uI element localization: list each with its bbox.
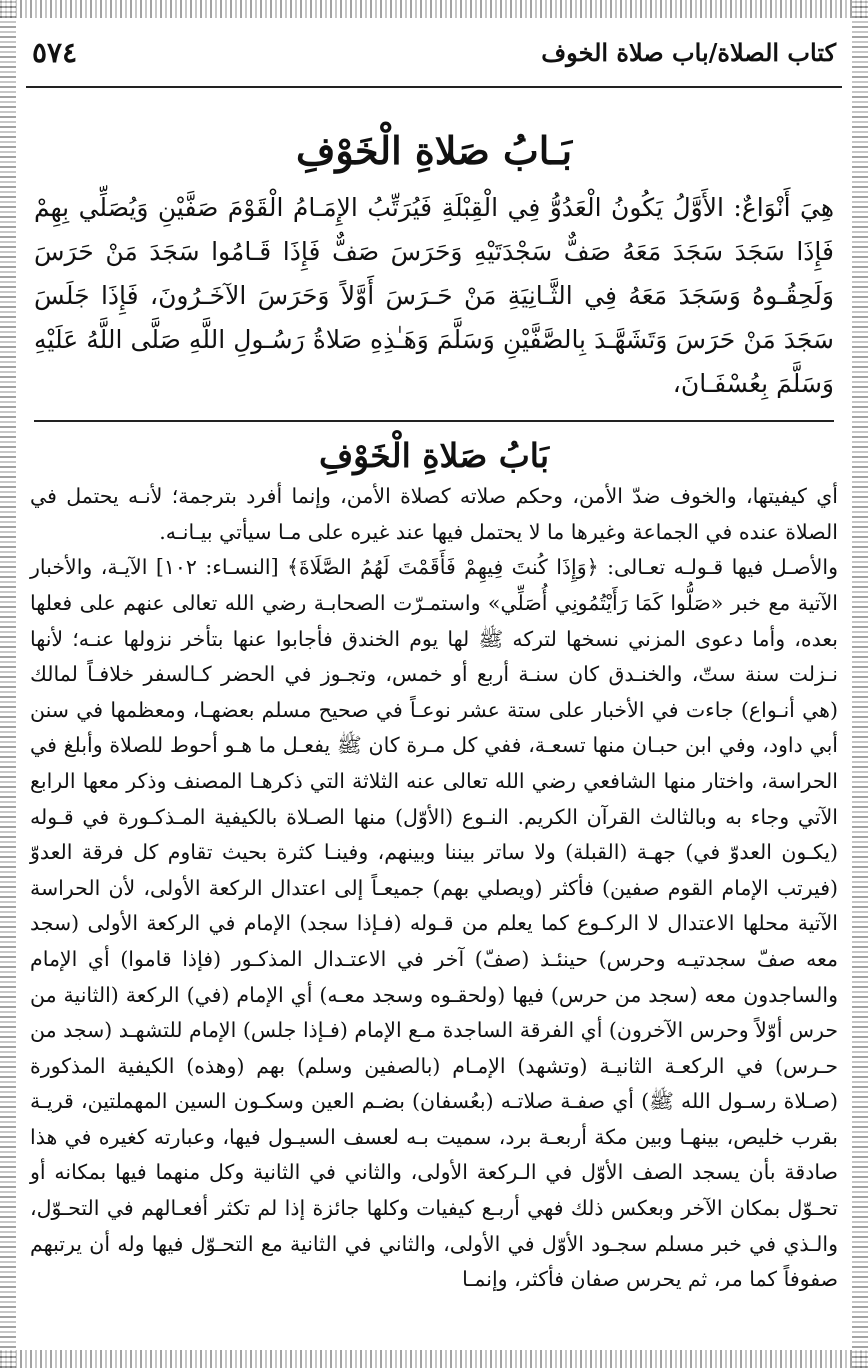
bottom-ornamental-border [0, 1350, 868, 1368]
matn-paragraph: هِيَ أَنْوَاعٌ: الأَوَّلُ يَكُونُ الْعَدُوُّ فِي الْقِبْلَةِ فَيُرَتِّبُ الإِمَـامُ الْقَوْمَ صَفَّيْنِ وَيُصَلِّي بِهِمْ فَإِذَا سَجَدَ سَجَدَ مَعَهُ صَفٌّ سَجْدَتَيْهِ وَحَرَسَ صَفٌّ فَإِذَا قَـامُوا سَجَدَ مَنْ حَرَسَ وَلَحِقُـوهُ وَسَجَدَ مَعَهُ فِي الثَّـانِيَةِ مَنْ حَـرَسَ أَوَّلاً وَحَرَسَ الآخَـرُونَ، فَإِذَا جَلَسَ سَجَدَ مَنْ حَرَسَ وَتَشَهَّـدَ بِالصَّفَّيْنِ وَسَلَّمَ وَهَـٰذِهِ صَلاةُ رَسُـولِ اللَّهِ صَلَّى اللَّهُ عَلَيْهِ وَسَلَّمَ بِعُسْفَـانَ، [34, 192, 834, 398]
book-page [26, 22, 842, 1344]
matn-text-block [34, 186, 834, 422]
sharh-paragraph-1: أي كيفيتها، والخوف ضدّ الأمن، وحكم صلاته كصلاة الأمن، وإنما أفرد بترجمة؛ لأنـه يحتمل في الصلاة عنده في الجماعة وغيرها ما لا يحتمل فيها عند غيره على مـا سيأتي بيـانـه. [30, 484, 838, 544]
running-title: كتاب الصلاة/باب صلاة الخوف [541, 38, 836, 67]
matn-chapter-title: بَـابُ صَلاةِ الْخَوْفِ [295, 128, 573, 173]
sharh-commentary-block [30, 479, 838, 1298]
sharh-paragraph-2: والأصـل فيها قـولـه تعـالى: ﴿وَإِذَا كُنتَ فِيهِمْ فَأَقَمْتَ لَهُمُ الصَّلَاةَ﴾ [النسـاء: ١٠٢] الآيـة، والأخبار الآتية مع خبر «صَلُّوا كَمَا رَأَيْتُمُونِي أُصَلِّي» واستمـرّت الصحابـة رضي الله تعالى عنهم على فعلها بعده، وأما دعوى المزني نسخها لتركه ﷺ لها يوم الخندق فأجابوا عنها بتأخر نزولها عنـه؛ لأنها نـزلت سنة ستّ، والخنـدق كان سنـة أربع أو خمس، وتجـوز في الحضر كـالسفر خلافـاً لمالك (هي أنـواع) جاءت في الأخبار على ستة عشر نوعـاً في صحيح مسلم بعضهـا، ومعظمها في سنن أبي داود، وفي ابن حبـان منها تسعـة، ففي كل مـرة كان ﷺ يفعـل ما هـو أحوط للصلاة وأبلغ في الحراسة، واختار منها الشافعي رضي الله تعالى عنه الثلاثة التي ذكرهـا المصنف وذكر معها الرابع الآتي وجاء به وبالثالث القرآن الكريم. النـوع (الأوّل) منها الصـلاة بالكيفية المـذكـورة في قـوله (يكـون العدوّ في) جهـة (القبلة) ولا ساتر بيننا وبينهم، وفينـا كثرة بحيث تقاوم كل فرقة العدوّ (فيرتب الإمام القوم صفين) فأكثر (ويصلي بهم) جميعـاً إلى اعتدال الركعة الأولى، لأن الحراسة الآتية محلها الاعتدال لا الركـوع كما يعلم من قـوله (فـإذا سجد) الإمام في الركعة الأولى (سجد معه صفّ سجدتيـه وحرس) حينئـذ (صفّ) آخر في الاعتـدال المذكـور (فإذا قاموا) أي الإمام والساجدون معه (سجد من حرس) فيها (ولحقـوه وسجد معـه) أي الإمام (في) الركعة (الثانية من حرس أوّلاً وحرس الآخرون) أي الفرقة الساجدة مـع الإمام (فـإذا جلس) الإمام للتشهـد (سجد من حـرس) في الركعـة الثانيـة (وتشهد) الإمـام (بالصفين وسلم) بهم (وهذه) الكيفية المذكورة (صـلاة رسـول الله ﷺ) أي صفـة صلاتـه (بعُسفان) بضـم العين وسكـون السين المهملتين، قريـة بقرب خليص، بينهـا وبين مكة أربعـة برد، سميت بـه لعسف السيـول فيها، وعبارته كغيره في هذا صادقة بأن يسجد الصف الأوّل في الـركعة الأولى، والثاني في الثانية وكل منهما فيها بمكانه أو تحـوّل بمكان الآخر وبعكس ذلك فهي أربـع كيفيات وكلها جائزة إذا لم تكثر أفعـالهم في التحـوّل، والـذي في خبر مسلم سجـود الأوّل في الأولى، والثاني في الثانية مع التحـوّل فيها وله أن يرتبهم صفوفاً كما مر، ثم يحرس صفان فأكثر، وإنمـا [29, 555, 838, 1292]
left-ornamental-border [0, 0, 16, 1368]
page-number: ٥٧٤ [32, 36, 78, 69]
page-header [26, 22, 842, 88]
sharh-chapter-title: بَابُ صَلاةِ الْخَوْفِ [318, 435, 550, 475]
top-ornamental-border [0, 0, 868, 18]
right-ornamental-border [852, 0, 868, 1368]
